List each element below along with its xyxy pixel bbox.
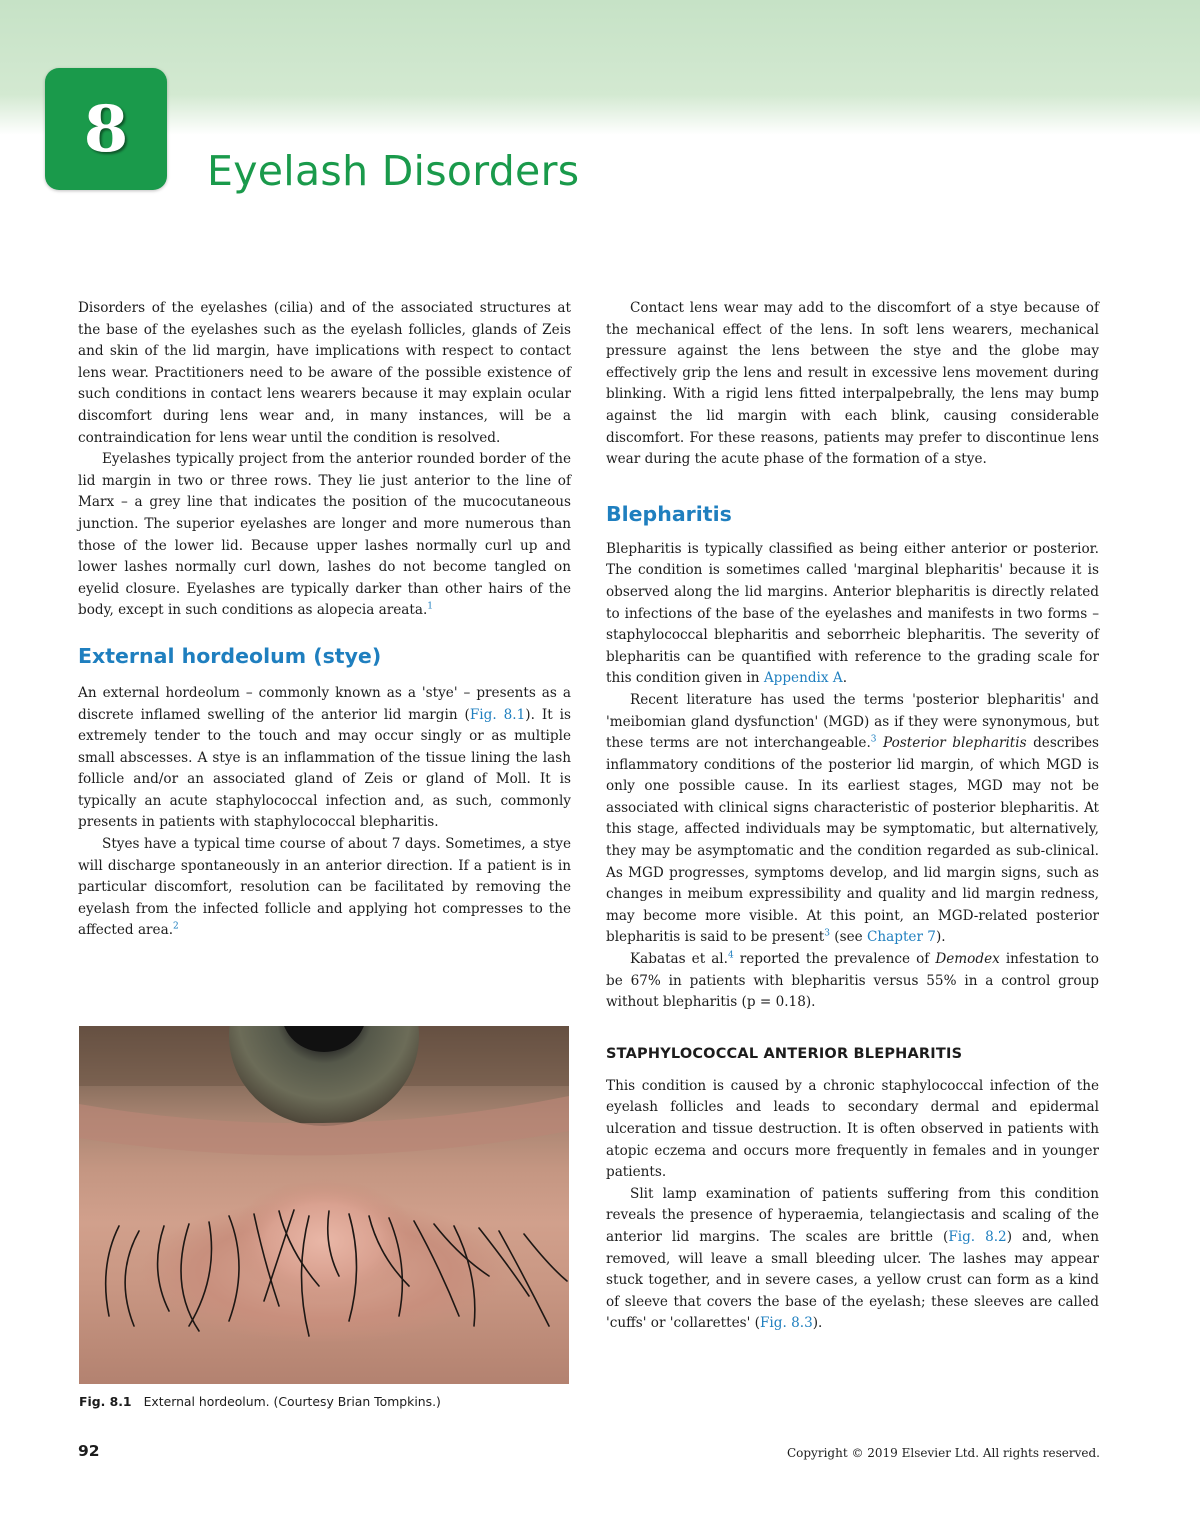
copyright-notice: Copyright © 2019 Elsevier Ltd. All rights reserved. (786, 1446, 1100, 1460)
paragraph (606, 949, 1099, 1014)
paragraph-text: Slit lamp examination of patients suffering from this condition reveals the presence of hyperaemia, telangiectasis and scaling of the anterior lid margins. The scales are brittle ( (606, 1185, 1099, 1245)
paragraph-text: ). (935, 929, 946, 946)
paragraph (606, 1184, 1099, 1335)
paragraph (606, 690, 1099, 949)
paragraph-text: Contact lens wear may add to the discomfort of a stye because of the mechanical effect of the lens. In soft lens wearers, mechanical pressure against the lens between the stye and the globe may effectively grip the lens and result in excessive lens movement during blinking. With a rigid lens fitted interpalpebrally, the lens may bump against the lid margin with each blink, causing considerable discomfort. For these reasons, patients may prefer to discontinue lens wear during the acute phase of the formation of a stye. (606, 300, 1099, 468)
caption-text: External hordeolum. (Courtesy Brian Tompkins.) (143, 1394, 441, 1409)
paragraph-text: Blepharitis is typically classified as being either anterior or posterior. The condition is sometimes called 'marginal blepharitis' because it is observed along the lid margins. Anterior blepharitis is directly related to infections of the base of the eyelashes and manifests in two forms – staphylococcal blepharitis and seborrheic blepharitis. The severity of blepharitis can be quantified with reference to the grading scale for this condition given in (606, 540, 1099, 687)
paragraph (606, 298, 1099, 471)
paragraph (78, 449, 571, 622)
page-number: 92 (78, 1442, 100, 1460)
right-column (606, 298, 1099, 1335)
chapter-link[interactable]: Chapter 7 (866, 929, 936, 946)
emphasis-term: Demodex (935, 951, 1000, 968)
reference-marker[interactable]: 3 (870, 734, 877, 745)
paragraph-text: Recent literature has used the terms 'posterior blepharitis' and 'meibomian gland dysfunction' (MGD) as if they were synonymous, but these terms are not interchangeable. (606, 691, 1099, 752)
figure-image-hordeolum (79, 1026, 569, 1384)
paragraph-text: ). (812, 1315, 823, 1332)
appendix-link[interactable]: Appendix A (763, 670, 843, 687)
section-heading-stye: External hordeolum (stye) (78, 643, 382, 668)
paragraph-text: describes inflammatory conditions of the posterior lid margin, of which MGD is only one possible cause. In its earliest stages, MGD may not be associated with clinical signs characteristic of posterior blepharitis. At this stage, affected individuals may be symptomatic, but alternatively, they may be asymptomatic and the condition regarded as sub-clinical. As MGD progresses, symptoms develop, and lid margin signs, such as changes in meibum expressibility and quality and lid margin redness, may become more visible. At this point, an MGD-related posterior blepharitis is said to be present (606, 735, 1099, 946)
paragraph-text: Eyelashes typically project from the anterior rounded border of the lid margin in two or three rows. They lie just anterior to the line of Marx – a grey line that indicates the position of the mucocutaneous junction. The superior eyelashes are longer and more numerous than those of the lower lid. Because upper lashes normally curl up and lower lashes normally curl down, lashes do not become tangled on eyelid closure. Eyelashes are typically darker than other hairs of the body, except in such conditions as alopecia areata. (78, 451, 571, 619)
left-column (78, 298, 571, 942)
subsection-heading-staph: STAPHYLOCOCCAL ANTERIOR BLEPHARITIS (606, 1045, 963, 1062)
chapter-number: 8 (83, 91, 129, 167)
paragraph-text: Styes have a typical time course of about 7 days. Sometimes, a stye will discharge spontaneously in an anterior direction. If a patient is in particular discomfort, resolution can be facilitated by removing the eyelash from the infected follicle and applying hot compresses to the affected area. (78, 836, 571, 939)
paragraph (78, 298, 571, 449)
reference-marker[interactable]: 2 (173, 921, 179, 932)
chapter-badge (45, 68, 167, 190)
paragraph (606, 1076, 1099, 1184)
paragraph-text: Kabatas et al. (630, 951, 728, 968)
paragraph-text: . (842, 670, 848, 687)
figure-link[interactable]: Fig. 8.2 (948, 1228, 1007, 1245)
paragraph-text: Disorders of the eyelashes (cilia) and of the associated structures at the base of the eyelashes such as the eyelash follicles, glands of Zeis and skin of the lid margin, have implications with respect to contact lens wear. Practitioners need to be aware of the possible existence of such conditions in contact lens wearers because it may explain ocular discomfort during lens wear and, in many instances, will be a contraindication for lens wear until the condition is resolved. (78, 300, 571, 446)
figure-link[interactable]: Fig. 8.1 (469, 706, 526, 723)
figure-caption (79, 1394, 572, 1409)
paragraph (78, 834, 571, 942)
reference-marker[interactable]: 4 (727, 950, 734, 961)
paragraph-text: (see (829, 929, 867, 946)
chapter-title: Eyelash Disorders (207, 147, 580, 195)
paragraph-text: An external hordeolum – commonly known as a 'stye' – presents as a discrete inflamed swelling of the anterior lid margin ( (78, 684, 571, 723)
paragraph-text: reported the prevalence of (733, 951, 936, 968)
reference-marker[interactable]: 3 (824, 928, 830, 939)
reference-marker[interactable]: 1 (427, 601, 433, 612)
paragraph (606, 539, 1099, 690)
paragraph (78, 683, 571, 834)
section-heading-blepharitis: Blepharitis (606, 501, 732, 526)
header-band (0, 0, 1200, 135)
paragraph-text: infestation to be 67% in patients with blepharitis versus 55% in a control group without blepharitis (p = 0.18). (606, 951, 1099, 1011)
emphasis-term: Posterior blepharitis (883, 735, 1027, 752)
figure-link[interactable]: Fig. 8.3 (760, 1315, 813, 1332)
eyelid-illustration (79, 1026, 569, 1384)
figure-label: Fig. 8.1 (79, 1394, 132, 1409)
paragraph-text: ) and, when removed, will leave a small bleeding ulcer. The lashes may appear stuck together, and in severe cases, a yellow crust can form as a kind of sleeve that covers the base of the eyelash; these sleeves are called 'cuffs' or 'collarettes' ( (606, 1228, 1099, 1332)
paragraph-text: This condition is caused by a chronic staphylococcal infection of the eyelash follicles and leads to secondary dermal and epidermal ulceration and tissue destruction. It is often observed in patients with atopic eczema and occurs more frequently in females and in younger patients. (606, 1077, 1099, 1181)
paragraph-text: ). It is extremely tender to the touch and may occur singly or as multiple small abscesses. A stye is an inflammation of the tissue lining the lash follicle and/or an associated gland of Zeis or gland of Moll. It is typically an acute staphylococcal infection and, as such, commonly presents in patients with staphylococcal blepharitis. (78, 706, 571, 831)
